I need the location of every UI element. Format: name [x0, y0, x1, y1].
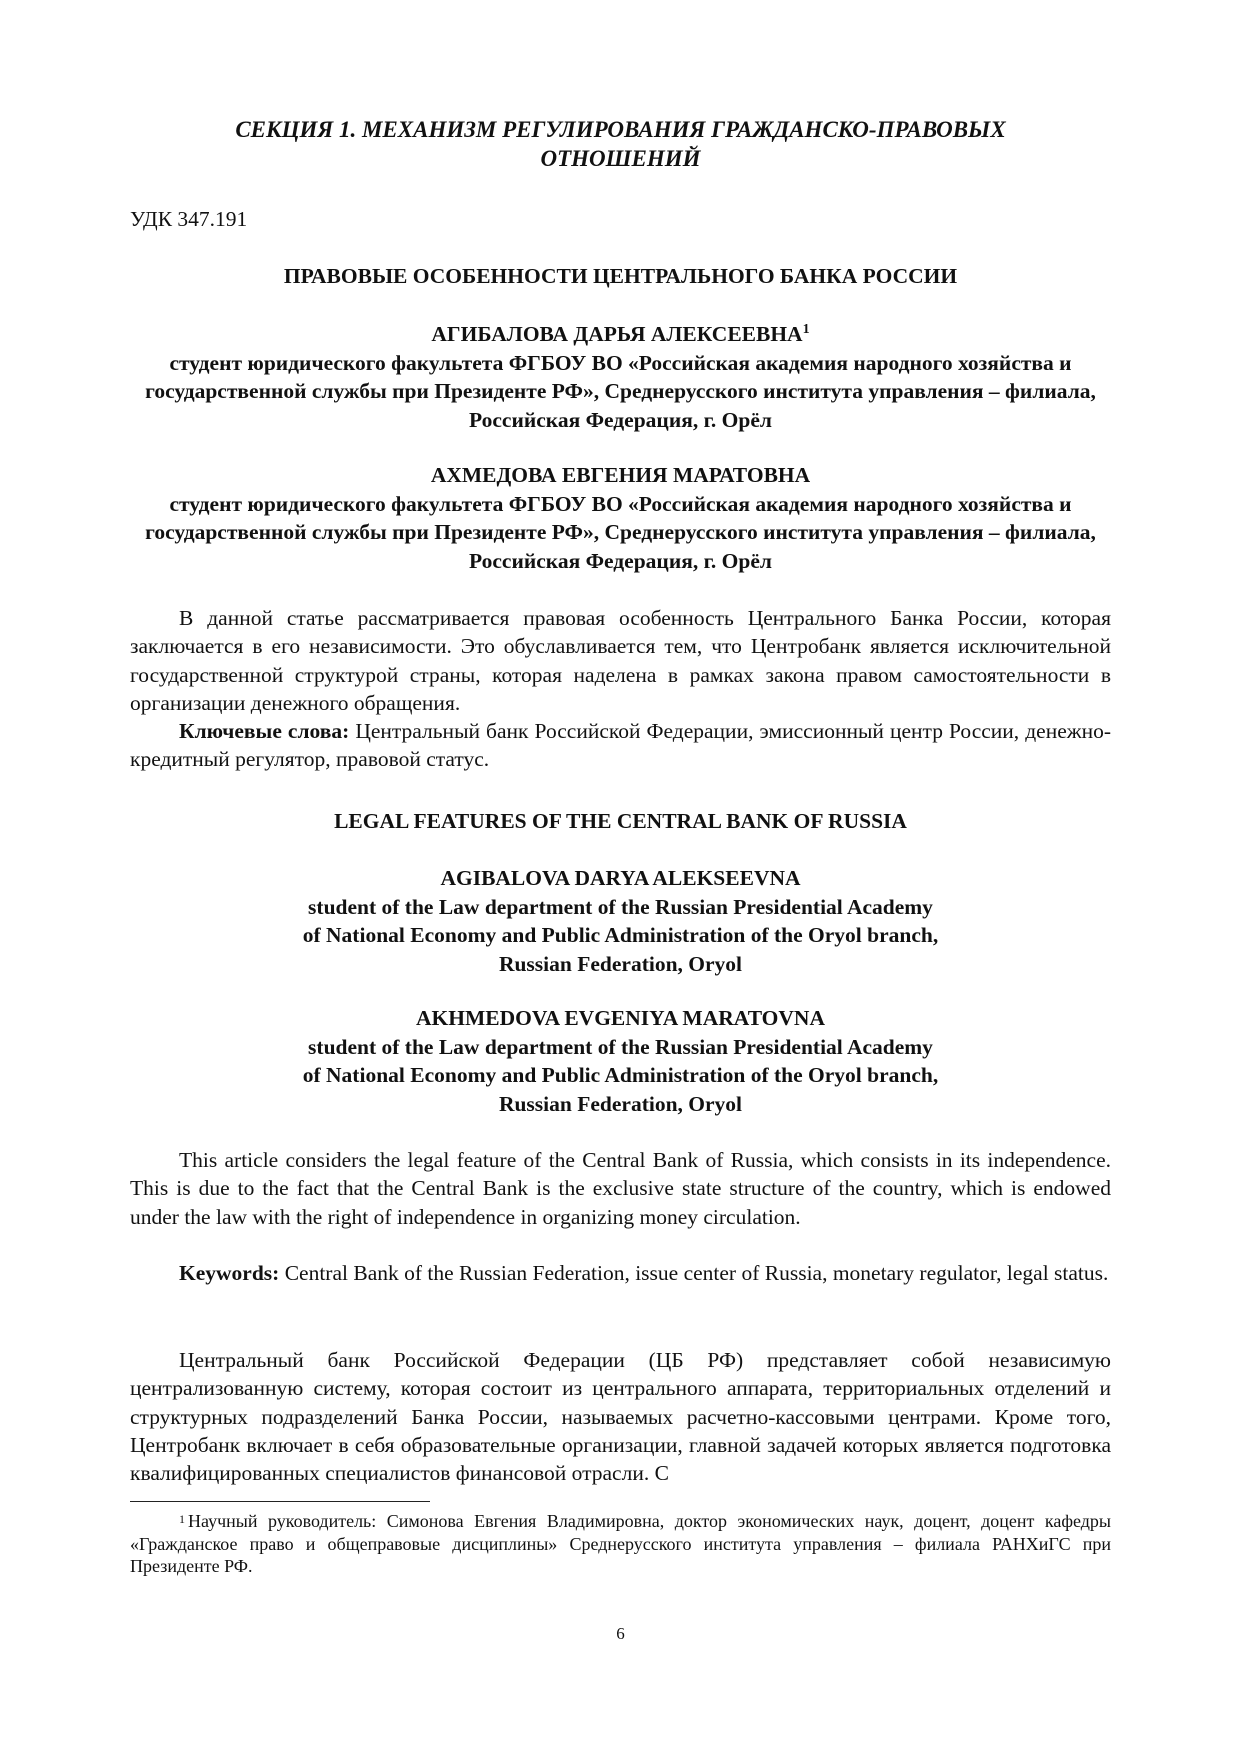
author-affiliation-line: of National Economy and Public Administration of the Oryol branch,	[302, 923, 939, 948]
author-affiliation: студент юридического факультета ФГБОУ ВО «Российская академия народного хозяйства и государственной службы при Президенте РФ», Среднерусского института управления – филиала, Российская Федерация, г. Орёл	[145, 491, 1096, 574]
footnote-mark: 1	[179, 1512, 185, 1526]
author-affiliation-line: Russian Federation, Oryol	[498, 1092, 743, 1117]
keywords-text: Central Bank of the Russian Federation, issue center of Russia, monetary regulator, legal status.	[284, 1261, 1109, 1285]
abstract-ru: В данной статье рассматривается правовая особенность Центрального Банка России, которая заключается в его независимости. Это обуславливается тем, что Центробанк является исключительной государственной структурой страны, которая наделена в рамках закона правом самостоятельности в организации денежного обращения.	[130, 606, 1111, 715]
section-title: СЕКЦИЯ 1. МЕХАНИЗМ РЕГУЛИРОВАНИЯ ГРАЖДАНСКО-ПРАВОВЫХ ОТНОШЕНИЙ	[235, 117, 1006, 171]
footnote-ref[interactable]: 1	[802, 322, 810, 337]
footnote-text: Научный руководитель: Симонова Евгения Владимировна, доктор экономических наук, доцент, доцент кафедры «Гражданское право и общеправовые дисциплины» Среднерусского института управления – филиала РАНХиГС при Президенте РФ.	[130, 1511, 1111, 1576]
author-block-en-1	[130, 864, 1111, 979]
author-affiliation-line: Russian Federation, Oryol	[498, 952, 743, 977]
abstract-en: This article considers the legal feature of the Central Bank of Russia, which consists in its independence. This is due to the fact that the Central Bank is the exclusive state structure of the country, which is endowed under the law with the right of independence in organizing money circulation.	[130, 1148, 1111, 1229]
page-number: 6	[616, 1624, 625, 1643]
author-affiliation-line: student of the Law department of the Russian Presidential Academy	[308, 894, 933, 919]
author-name: AGIBALOVA DARYA ALEKSEEVNA	[440, 866, 801, 890]
article-title-ru: ПРАВОВЫЕ ОСОБЕННОСТИ ЦЕНТРАЛЬНОГО БАНКА РОССИИ	[283, 264, 958, 288]
author-affiliation: студент юридического факультета ФГБОУ ВО «Российская академия народного хозяйства и государственной службы при Президенте РФ», Среднерусского института управления – филиала, Российская Федерация, г. Орёл	[145, 350, 1096, 433]
author-affiliation-line: of National Economy and Public Administration of the Oryol branch,	[302, 1063, 939, 1088]
author-block-ru-2	[130, 461, 1111, 576]
author-name: АХМЕДОВА ЕВГЕНИЯ МАРАТОВНА	[430, 463, 811, 487]
author-name: АГИБАЛОВА ДАРЬЯ АЛЕКСЕЕВНА$^1$	[431, 322, 810, 346]
keywords-en	[130, 1259, 1111, 1287]
body-paragraph: Центральный банк Российской Федерации (ЦБ РФ) представляет собой независимую централизованную систему, которая состоит из центрального аппарата, территориальных отделений и структурных подразделений Банка России, называемых расчетно-кассовыми центрами. Кроме того, Центробанк включает в себя образовательные организации, главной задачей которых является подготовка квалифицированных специалистов финансовой отрасли. С	[130, 1348, 1111, 1486]
author-block-ru-1	[130, 320, 1111, 435]
keywords-label: Ключевые слова:	[179, 719, 350, 743]
article-title-en: LEGAL FEATURES OF THE CENTRAL BANK OF RUSSIA	[334, 809, 907, 833]
author-name: AKHMEDOVA EVGENIYA MARATOVNA	[416, 1006, 825, 1030]
author-affiliation-line: student of the Law department of the Russian Presidential Academy	[308, 1034, 933, 1059]
footnote-separator	[130, 1501, 430, 1502]
footnote	[130, 1510, 1111, 1578]
author-block-en-2	[130, 1004, 1111, 1119]
keywords-label: Keywords:	[179, 1261, 280, 1285]
keywords-ru	[130, 717, 1111, 774]
keywords-text: Центральный банк Российской Федерации, эмиссионный центр России, денежно-кредитный регулятор, правовой статус.	[130, 719, 1112, 772]
udc-code: УДК 347.191	[130, 207, 248, 231]
